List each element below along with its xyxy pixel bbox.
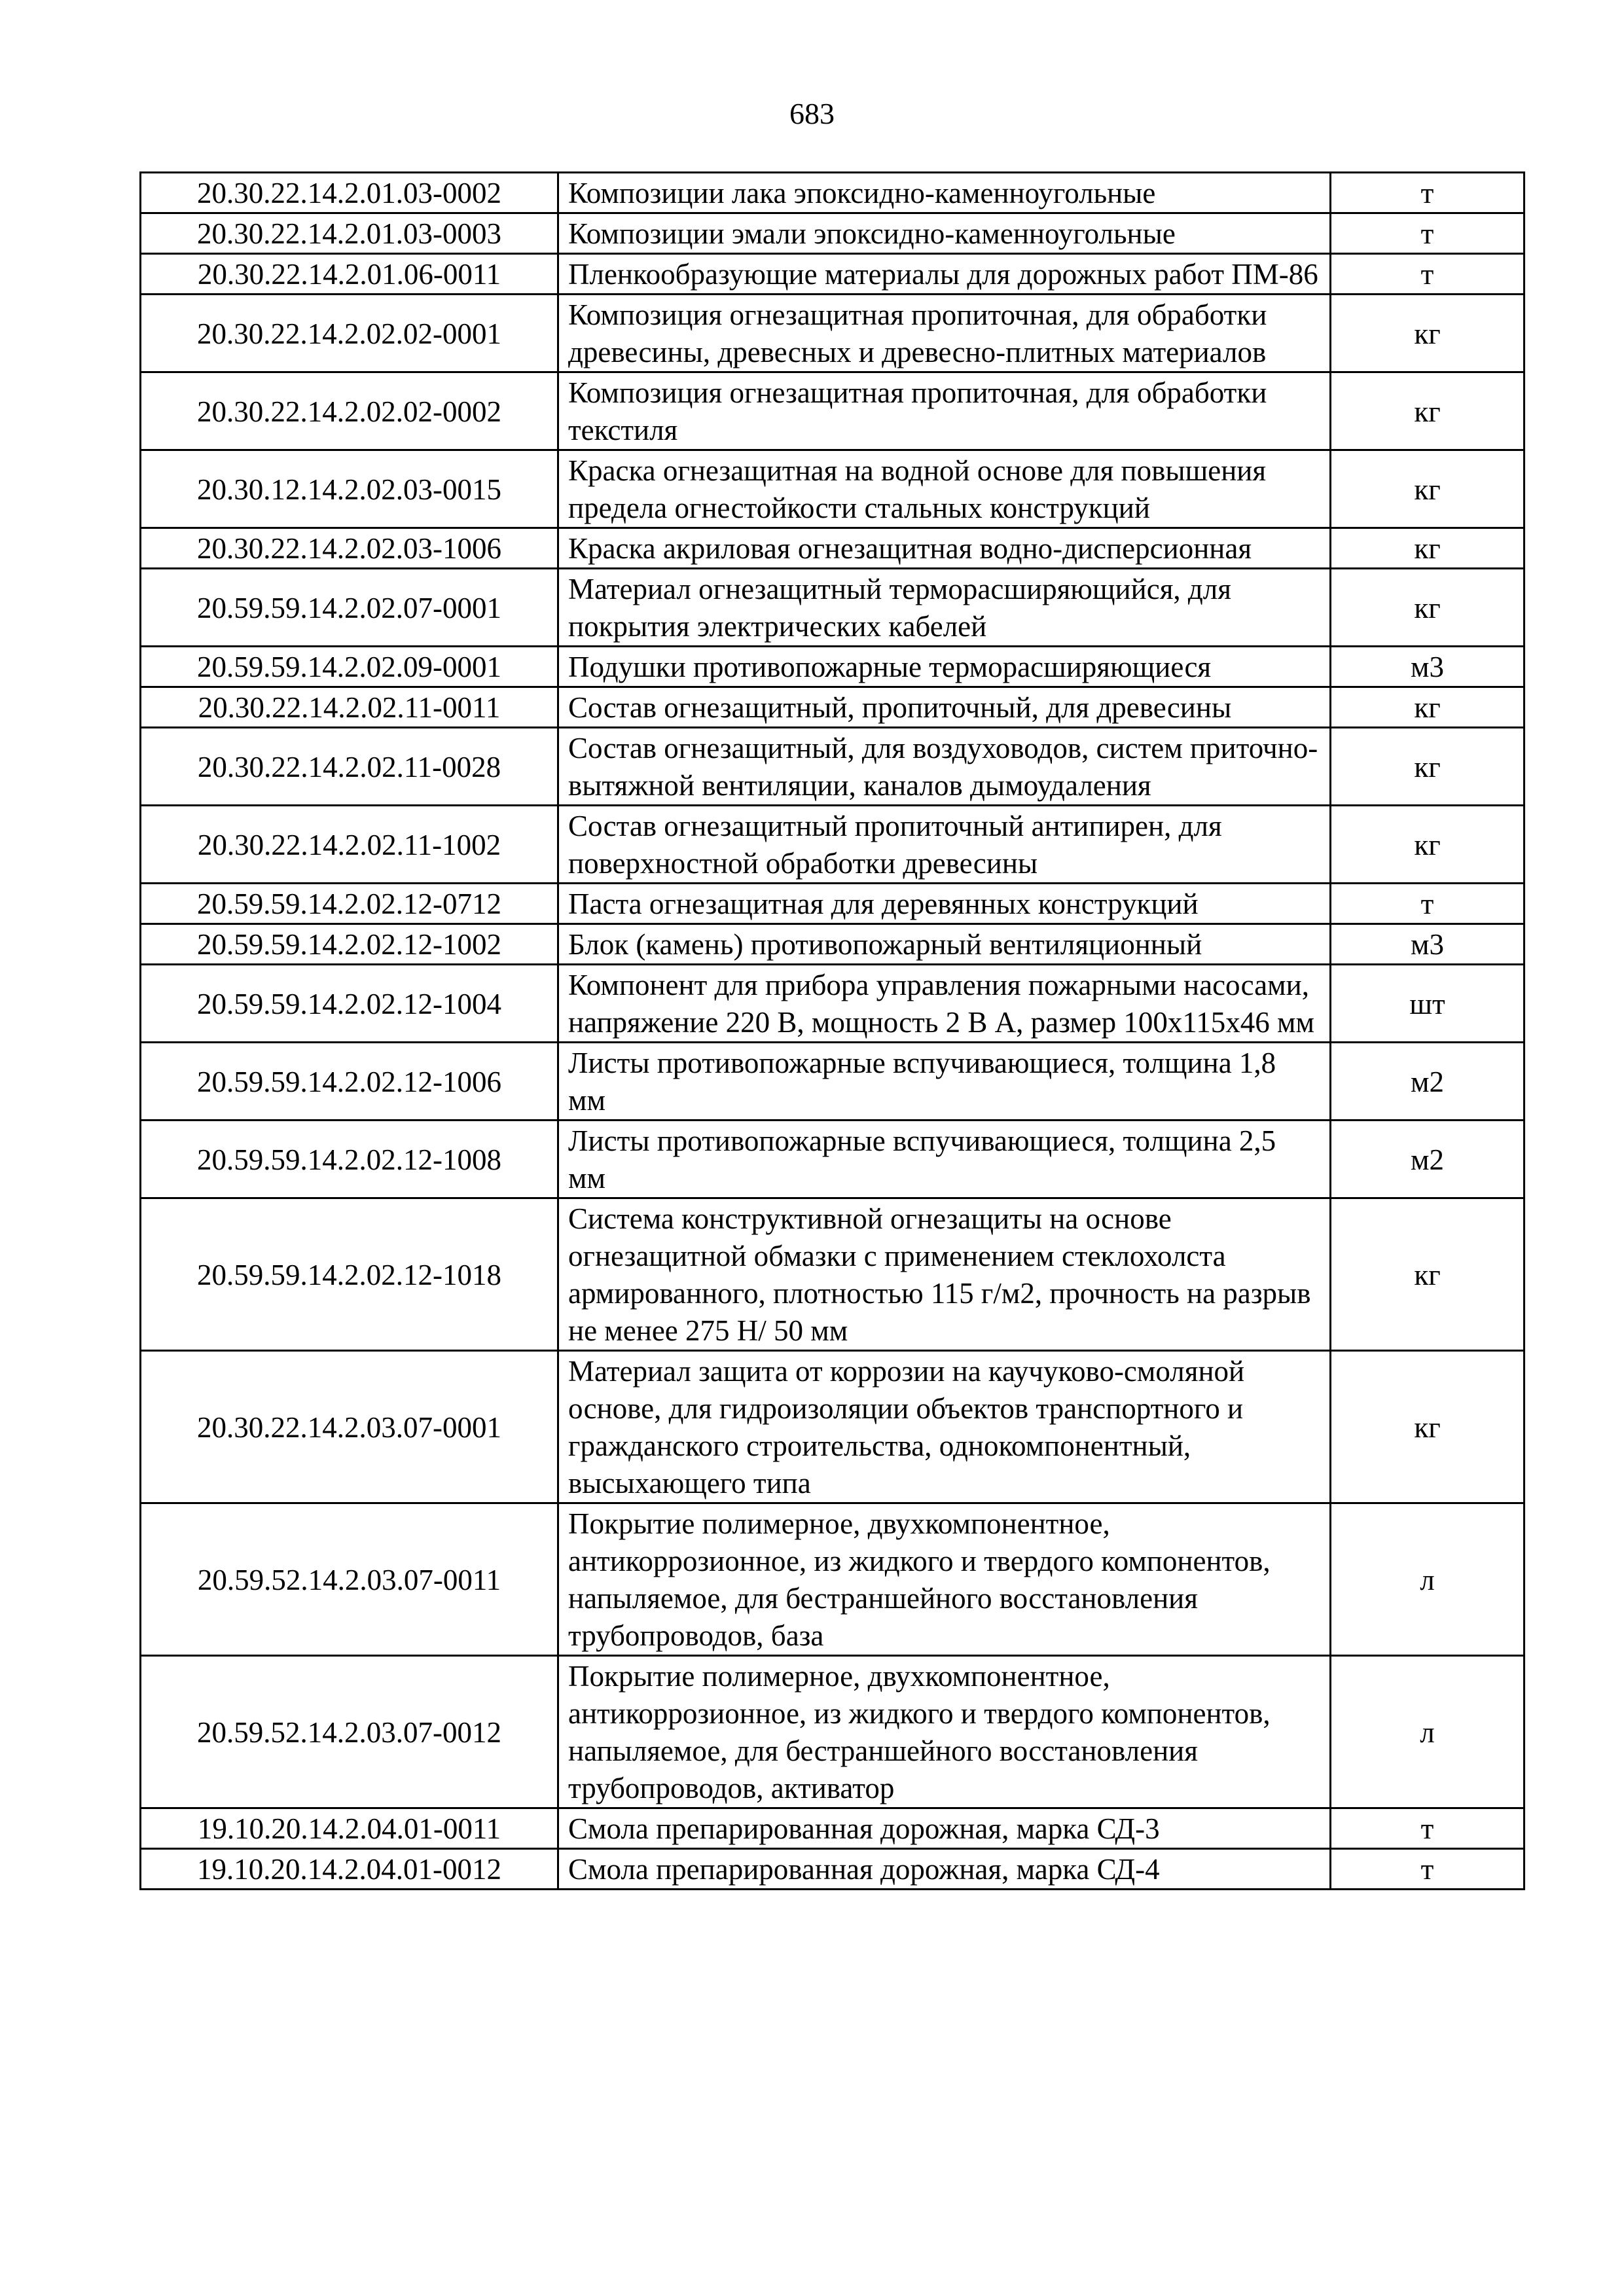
- cell-unit: т: [1331, 884, 1525, 924]
- cell-code: 20.59.59.14.2.02.12-1008: [141, 1121, 558, 1198]
- table-row: [141, 647, 1525, 687]
- cell-name: Покрытие полимерное, двухкомпонентное, антикоррозионное, из жидкого и твердого компонентов, напыляемое, для бестраншейного восстановления трубопроводов, активатор: [558, 1656, 1331, 1808]
- table-row: [141, 173, 1525, 213]
- cell-code: 20.30.22.14.2.02.02-0001: [141, 295, 558, 372]
- cell-unit: м2: [1331, 1121, 1525, 1198]
- cell-name: Компонент для прибора управления пожарными насосами, напряжение 220 В, мощность 2 В А, размер 100x115x46 мм: [558, 965, 1331, 1043]
- cell-name: Покрытие полимерное, двухкомпонентное, антикоррозионное, из жидкого и твердого компонентов, напыляемое, для бестраншейного восстановления трубопроводов, база: [558, 1503, 1331, 1656]
- cell-code: 20.30.12.14.2.02.03-0015: [141, 450, 558, 528]
- cell-name: Материал огнезащитный терморасширяющийся, для покрытия электрических кабелей: [558, 569, 1331, 647]
- cell-code: 20.30.22.14.2.02.11-0028: [141, 728, 558, 806]
- cell-name: Пленкообразующие материалы для дорожных работ ПМ-86: [558, 254, 1331, 295]
- table-row: [141, 1121, 1525, 1198]
- cell-unit: т: [1331, 1849, 1525, 1890]
- cell-unit: т: [1331, 1808, 1525, 1849]
- cell-name: Композиции лака эпоксидно-каменноугольные: [558, 173, 1331, 213]
- cell-name: Состав огнезащитный пропиточный антипирен, для поверхностной обработки древесины: [558, 806, 1331, 884]
- cell-name: Листы противопожарные вспучивающиеся, толщина 2,5 мм: [558, 1121, 1331, 1198]
- cell-code: 20.59.59.14.2.02.12-0712: [141, 884, 558, 924]
- table-row: [141, 884, 1525, 924]
- cell-code: 20.30.22.14.2.01.03-0003: [141, 213, 558, 254]
- table-row: [141, 528, 1525, 569]
- cell-unit: кг: [1331, 687, 1525, 728]
- cell-code: 19.10.20.14.2.04.01-0012: [141, 1849, 558, 1890]
- cell-code: 20.59.59.14.2.02.12-1002: [141, 924, 558, 965]
- cell-name: Краска огнезащитная на водной основе для повышения предела огнестойкости стальных конструкций: [558, 450, 1331, 528]
- cell-unit: м3: [1331, 924, 1525, 965]
- cell-unit: кг: [1331, 295, 1525, 372]
- cell-unit: т: [1331, 213, 1525, 254]
- cell-code: 20.30.22.14.2.01.03-0002: [141, 173, 558, 213]
- cell-unit: т: [1331, 254, 1525, 295]
- table-row: [141, 295, 1525, 372]
- cell-unit: кг: [1331, 569, 1525, 647]
- cell-code: 20.59.52.14.2.03.07-0011: [141, 1503, 558, 1656]
- cell-name: Материал защита от коррозии на каучуково-смоляной основе, для гидроизоляции объектов транспортного и гражданского строительства, однокомпонентный, высыхающего типа: [558, 1351, 1331, 1503]
- cell-code: 20.59.59.14.2.02.12-1004: [141, 965, 558, 1043]
- cell-name: Паста огнезащитная для деревянных конструкций: [558, 884, 1331, 924]
- table-row: [141, 569, 1525, 647]
- cell-unit: м3: [1331, 647, 1525, 687]
- cell-unit: л: [1331, 1656, 1525, 1808]
- cell-name: Состав огнезащитный, для воздуховодов, систем приточно-вытяжной вентиляции, каналов дымоудаления: [558, 728, 1331, 806]
- table-row: [141, 924, 1525, 965]
- table-row: [141, 1503, 1525, 1656]
- cell-code: 20.30.22.14.2.03.07-0001: [141, 1351, 558, 1503]
- cell-name: Блок (камень) противопожарный вентиляционный: [558, 924, 1331, 965]
- cell-name: Композиция огнезащитная пропиточная, для обработки древесины, древесных и древесно-плитных материалов: [558, 295, 1331, 372]
- table-row: [141, 1849, 1525, 1890]
- table-row: [141, 687, 1525, 728]
- cell-unit: кг: [1331, 450, 1525, 528]
- cell-code: 20.59.52.14.2.03.07-0012: [141, 1656, 558, 1808]
- cell-name: Краска акриловая огнезащитная водно-дисперсионная: [558, 528, 1331, 569]
- cell-code: 20.30.22.14.2.02.11-1002: [141, 806, 558, 884]
- cell-unit: кг: [1331, 372, 1525, 450]
- cell-name: Смола препарированная дорожная, марка СД-4: [558, 1849, 1331, 1890]
- cell-code: 20.59.59.14.2.02.12-1018: [141, 1198, 558, 1351]
- cell-unit: кг: [1331, 1351, 1525, 1503]
- cell-code: 20.59.59.14.2.02.12-1006: [141, 1043, 558, 1121]
- cell-code: 20.30.22.14.2.02.03-1006: [141, 528, 558, 569]
- cell-unit: кг: [1331, 528, 1525, 569]
- table-row: [141, 965, 1525, 1043]
- table-row: [141, 1808, 1525, 1849]
- cell-unit: л: [1331, 1503, 1525, 1656]
- cell-unit: шт: [1331, 965, 1525, 1043]
- cell-unit: м2: [1331, 1043, 1525, 1121]
- cell-code: 20.30.22.14.2.01.06-0011: [141, 254, 558, 295]
- cell-code: 20.59.59.14.2.02.09-0001: [141, 647, 558, 687]
- table-row: [141, 728, 1525, 806]
- cell-name: Листы противопожарные вспучивающиеся, толщина 1,8 мм: [558, 1043, 1331, 1121]
- cell-name: Система конструктивной огнезащиты на основе огнезащитной обмазки с применением стеклохолста армированного, плотностью 115 г/м2, прочность на разрыв не менее 275 Н/ 50 мм: [558, 1198, 1331, 1351]
- cell-code: 20.59.59.14.2.02.07-0001: [141, 569, 558, 647]
- cell-name: Состав огнезащитный, пропиточный, для древесины: [558, 687, 1331, 728]
- table-row: [141, 1656, 1525, 1808]
- table-row: [141, 213, 1525, 254]
- table-row: [141, 1198, 1525, 1351]
- materials-table: [139, 171, 1525, 1890]
- table-body: [141, 173, 1525, 1890]
- table-row: [141, 1043, 1525, 1121]
- table-row: [141, 372, 1525, 450]
- table-row: [141, 254, 1525, 295]
- table-row: [141, 806, 1525, 884]
- cell-name: Подушки противопожарные терморасширяющиеся: [558, 647, 1331, 687]
- cell-unit: кг: [1331, 806, 1525, 884]
- table-row: [141, 450, 1525, 528]
- cell-code: 19.10.20.14.2.04.01-0011: [141, 1808, 558, 1849]
- cell-code: 20.30.22.14.2.02.02-0002: [141, 372, 558, 450]
- cell-unit: кг: [1331, 1198, 1525, 1351]
- cell-name: Композиции эмали эпоксидно-каменноугольные: [558, 213, 1331, 254]
- cell-unit: кг: [1331, 728, 1525, 806]
- cell-name: Композиция огнезащитная пропиточная, для обработки текстиля: [558, 372, 1331, 450]
- page-number: 683: [789, 97, 835, 130]
- cell-name: Смола препарированная дорожная, марка СД-3: [558, 1808, 1331, 1849]
- cell-unit: т: [1331, 173, 1525, 213]
- cell-code: 20.30.22.14.2.02.11-0011: [141, 687, 558, 728]
- table-row: [141, 1351, 1525, 1503]
